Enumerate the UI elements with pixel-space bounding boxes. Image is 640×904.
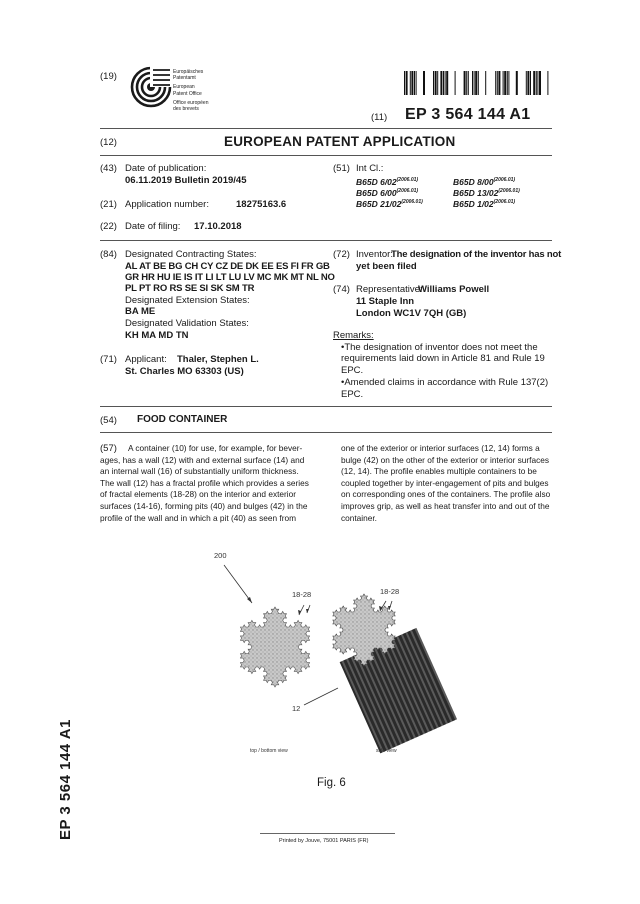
- inid-11: (11): [371, 112, 388, 123]
- office-line: Patent Office: [173, 90, 202, 97]
- filing-date-label: Date of filing:: [125, 221, 181, 232]
- abstract-line: profile of the wall and in which a pit (40) as seen from: [100, 512, 296, 523]
- abstract-line: bulge (42) on the other of the exterior or interior surfaces: [341, 454, 549, 465]
- validation-states-value: KH MA MD TN: [125, 330, 189, 341]
- barcode-bar: [443, 71, 444, 95]
- inid-43: (43): [100, 163, 117, 174]
- representative-name: Williams Powell: [418, 284, 490, 295]
- contracting-states-line: PL PT RO RS SE SI SK SM TR: [125, 283, 255, 294]
- barcode-bar: [414, 71, 415, 95]
- barcode-bar: [464, 71, 466, 95]
- inventor-label: Inventor:: [356, 249, 393, 260]
- validation-states-label: Designated Validation States:: [125, 318, 249, 329]
- abstract-line: of fractal elements (18-28) on the interior and exterior: [100, 489, 296, 500]
- abstract-line: coupled together by inter-engagement of pits and bulges: [341, 477, 549, 488]
- abstract-line: ages, has a wall (12) with and external surface (14) and: [100, 454, 305, 465]
- barcode-bar: [406, 71, 408, 95]
- int-cl-entry: B65D $8/00^{(2006.01)}$: [453, 176, 516, 187]
- abstract-line: an internal wall (16) of substantially uniform thickness.: [100, 466, 299, 477]
- publication-date-value: 06.11.2019 Bulletin 2019/45: [125, 175, 247, 186]
- barcode-bar: [468, 71, 469, 95]
- remark-line: requirements laid down in Article 81 and Rule 19: [341, 353, 545, 364]
- int-cl-entry: B65D $6/00^{(2006.01)}$: [356, 187, 419, 198]
- representative-address: 11 Staple Inn: [356, 296, 415, 307]
- remark-line: EPC.: [341, 365, 364, 376]
- extension-states-value: BA ME: [125, 306, 156, 317]
- ref-200: 200: [214, 551, 227, 560]
- extension-states-label: Designated Extension States:: [125, 295, 250, 306]
- office-names: [173, 69, 209, 112]
- invention-title: FOOD CONTAINER: [137, 414, 228, 425]
- inid-51: (51): [333, 163, 350, 174]
- inid-21: (21): [100, 199, 117, 210]
- barcode-bar: [485, 71, 486, 95]
- office-line: European: [173, 84, 195, 91]
- filing-date-value: 17.10.2018: [194, 221, 242, 232]
- inid-74: (74): [333, 284, 350, 295]
- barcode-bar: [503, 71, 504, 95]
- divider: [100, 155, 552, 156]
- remarks-label: Remarks:: [333, 330, 374, 341]
- top-view-snowflake: [240, 607, 309, 687]
- abstract-line: on corresponding ones of the containers. The profile also: [341, 489, 551, 500]
- barcode-bar: [516, 71, 518, 95]
- barcode-bar: [446, 71, 448, 95]
- publication-date-label: Date of publication:: [125, 163, 207, 174]
- barcode-bar: [455, 71, 456, 95]
- ref-12: 12: [292, 704, 301, 713]
- inid-57: (57): [100, 443, 117, 454]
- barcode-bar: [526, 71, 527, 95]
- barcode-bar: [504, 71, 506, 95]
- barcode-bar: [423, 71, 425, 95]
- inventor-line: The designation of the inventor has not: [391, 249, 562, 260]
- remark-line: EPC.: [341, 389, 364, 400]
- figure-label: Fig. 6: [317, 777, 346, 789]
- office-line: Europäisches: [173, 69, 204, 75]
- representative-address: London WC1V 7QH (GB): [356, 308, 467, 319]
- printer-note: Printed by Jouve, 75001 PARIS (FR): [279, 838, 369, 844]
- representative-label: Representative:: [356, 284, 423, 295]
- barcode-bar: [530, 71, 531, 95]
- contracting-states-line: GR HR HU IE IS IT LI LT LU LV MC MK MT NL NO: [125, 272, 335, 283]
- barcode-bar: [474, 71, 475, 95]
- divider: [100, 128, 552, 129]
- abstract-line: The wall (12) has a fractal profile which provides a series: [100, 477, 309, 488]
- abstract-line: A container (10) for use, for example, for bever-: [128, 443, 303, 453]
- contracting-states-label: Designated Contracting States:: [125, 249, 257, 260]
- barcode-bar: [416, 71, 417, 95]
- application-number-label: Application number:: [125, 199, 209, 210]
- barcode-bar: [507, 71, 508, 95]
- ref-18-28-right: 18-28: [380, 587, 400, 596]
- inid-54: (54): [100, 415, 117, 426]
- barcode-bar: [537, 71, 538, 95]
- barcode-bar: [547, 71, 548, 95]
- int-cl-entry: B65D $1/02^{(2006.01)}$: [453, 198, 516, 209]
- caption-top-bottom-view: top / bottom view: [250, 748, 288, 754]
- barcode-bar: [508, 71, 509, 95]
- abstract-right-column: [341, 443, 551, 524]
- contracting-states-line: AL AT BE BG CH CY CZ DE DK EE ES FI FR GB: [125, 261, 330, 272]
- inid-22: (22): [100, 221, 117, 232]
- divider: [100, 240, 552, 241]
- application-number-value: 18275163.6: [236, 199, 287, 210]
- barcode-bar: [411, 71, 413, 95]
- side-publication-number: EP 3 564 144 A1: [57, 719, 74, 840]
- inid-84: (84): [100, 249, 117, 260]
- ref-18-28-left: 18-28: [292, 590, 312, 599]
- barcode-bar: [533, 71, 535, 95]
- applicant-name: Thaler, Stephen L.: [177, 354, 259, 365]
- barcode-bar: [410, 71, 411, 95]
- barcode-bar: [495, 71, 496, 95]
- caption-side-view: side view: [376, 748, 397, 754]
- applicant-address: St. Charles MO 63303 (US): [125, 366, 244, 377]
- barcode-bar: [440, 71, 442, 95]
- barcode-bar: [437, 71, 438, 95]
- barcode-bar: [536, 71, 537, 95]
- publication-number: EP 3 564 144 A1: [405, 106, 531, 123]
- inid-12: (12): [100, 137, 117, 148]
- divider: [100, 406, 552, 407]
- barcode-bar: [435, 71, 437, 95]
- abstract-left-column: [100, 443, 318, 524]
- abstract-line: improves grip, as well as heat transfer into and out of the: [341, 500, 550, 511]
- barcode-bar: [497, 71, 498, 95]
- barcode-bar: [498, 71, 500, 95]
- barcode-bar: [475, 71, 477, 95]
- applicant-label: Applicant:: [125, 354, 167, 365]
- inid-71: (71): [100, 354, 117, 365]
- patent-figure: [200, 545, 460, 770]
- divider: [100, 432, 552, 433]
- inventor-line: yet been filed: [356, 261, 417, 272]
- barcode-bar: [466, 71, 467, 95]
- barcode-bar: [539, 71, 541, 95]
- remark-line: •The designation of inventor does not meet the: [341, 342, 538, 353]
- barcode: [404, 71, 550, 95]
- int-cl-entry: B65D $13/02^{(2006.01)}$: [453, 187, 520, 198]
- office-line: Patentamt: [173, 75, 196, 82]
- barcode-bar: [478, 71, 479, 95]
- barcode-bar: [445, 71, 446, 95]
- barcode-graphic: [404, 71, 550, 95]
- barcode-bar: [404, 71, 405, 95]
- figure-drawing: [200, 545, 460, 770]
- abstract-line: (12, 14). The profile enables multiple containers to be: [341, 466, 537, 477]
- barcode-bar: [472, 71, 473, 95]
- office-line: des brevets: [173, 106, 199, 113]
- document-type: EUROPEAN PATENT APPLICATION: [224, 134, 456, 149]
- barcode-bar: [433, 71, 434, 95]
- epo-logo: [130, 66, 172, 108]
- int-cl-entry: B65D $21/02^{(2006.01)}$: [356, 198, 423, 209]
- inid-72: (72): [333, 249, 350, 260]
- abstract-line: surfaces (14-16), forming pits (40) and bulges (42) in the: [100, 500, 308, 511]
- epo-logo-icon: [130, 66, 172, 108]
- abstract-line: one of the exterior or interior surfaces (12, 14) forms a: [341, 443, 540, 453]
- abstract-line: container.: [341, 512, 377, 523]
- barcode-bar: [527, 71, 529, 95]
- footer-rule: [260, 833, 395, 834]
- int-cl-entry: B65D $6/02^{(2006.01)}$: [356, 176, 419, 187]
- remark-line: •Amended claims in accordance with Rule 137(2): [341, 377, 549, 388]
- int-cl-label: Int Cl.:: [356, 163, 384, 174]
- office-line: Office européen: [173, 99, 209, 106]
- inid-19: (19): [100, 71, 117, 82]
